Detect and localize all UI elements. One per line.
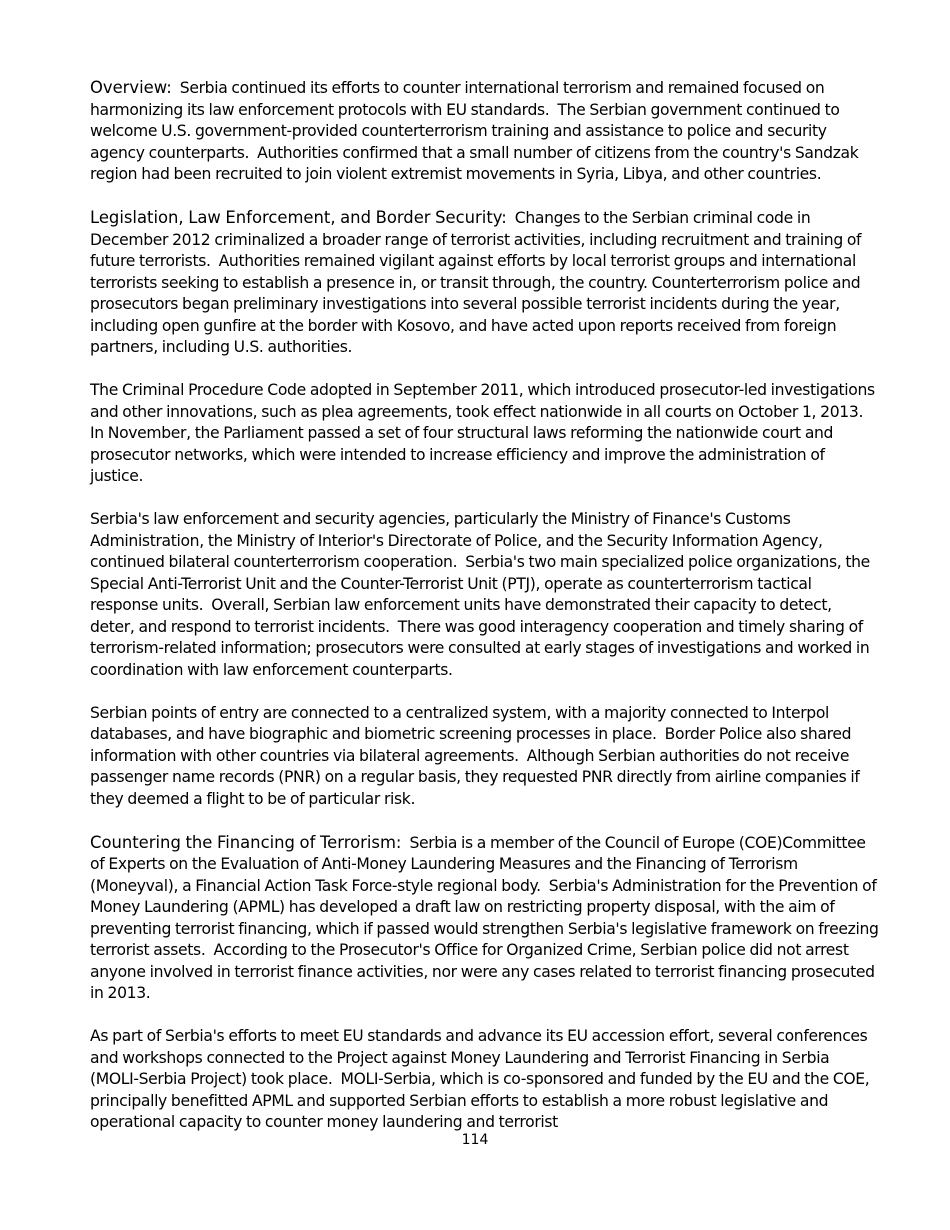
paragraph-eu-standards <box>90 1026 880 1134</box>
section-heading-overview: Overview: <box>90 78 172 97</box>
paragraph-text: As part of Serbia's efforts to meet EU standards and advance its EU accession effort, several conferences and workshops connected to the Project against Money Laundering and Terrorist Financing in Serbia (MOLI-Serbia Project) took place. MOLI-Serbia, which is co-sponsored and funded by the EU and the COE, principally benefitted APML and supported Serbian efforts to establish a more robust legislative and operational capacity to counter money laundering and terrorist <box>90 1027 874 1131</box>
paragraph-text: Changes to the Serbian criminal code in December 2012 criminalized a broader range of terrorist activities, including recruitment and training of future terrorists. Authorities remained vigilant against efforts by local terrorist groups and international terrorists seeking to establish a presence in, or transit through, the country. Counterterrorism police and prosecutors began preliminary investigations into several possible terrorist incidents during the year, including open gunfire at the border with Kosovo, and have acted upon reports received from foreign partners, including U.S. authorities. <box>90 209 866 356</box>
paragraph-criminal-procedure <box>90 380 880 488</box>
paragraph-text: Serbia's law enforcement and security agencies, particularly the Ministry of Finance's Customs Administration, the Ministry of Interior's Directorate of Police, and the Security Information Agency, continued bilateral counterterrorism cooperation. Serbia's two main specialized police organizations, the Special Anti-Terrorist Unit and the Counter-Terrorist Unit (PTJ), operate as counterterrorism tactical response units. Overall, Serbian law enforcement units have demonstrated their capacity to detect, deter, and respond to terrorist incidents. There was good interagency cooperation and timely sharing of terrorism-related information; prosecutors were consulted at early stages of investigations and worked in coordination with law enforcement counterparts. <box>90 510 874 679</box>
paragraph-financing <box>90 832 883 1005</box>
paragraph-law-enforcement-agencies <box>90 509 880 681</box>
section-heading-financing: Countering the Financing of Terrorism: <box>90 832 402 852</box>
document-body <box>90 77 883 1155</box>
paragraph-text: The Criminal Procedure Code adopted in September 2011, which introduced prosecutor-led investigations and other innovations, such as plea agreements, took effect nationwide in all courts on October 1, 2013. In November, the Parliament passed a set of four structural laws reforming the nationwide court and prosecutor networks, which were intended to increase efficiency and improve the administration of justice. <box>90 381 879 485</box>
paragraph-text: Serbian points of entry are connected to a centralized system, with a majority connected to Interpol databases, and have biographic and biometric screening processes in place. Border Police also shared information with other countries via bilateral agreements. Although Serbian authorities do not receive passenger name records (PNR) on a regular basis, they requested PNR directly from airline companies if they deemed a flight to be of particular risk. <box>90 703 864 808</box>
page-number: 114 <box>461 1132 489 1148</box>
paragraph-legislation <box>90 207 880 359</box>
paragraph-text: Serbia is a member of the Council of Europe (COE)Committee of Experts on the Evaluation of Anti-Money Laundering Measures and the Financing of Terrorism (Moneyval), a Financial Action Task Force-style regional body. Serbia's Administration for the Prevention of Money Laundering (APML) has developed a draft law on restricting property disposal, with the aim of preventing terrorist financing, which if passed would strengthen Serbia's legislative framework on freezing terrorist assets. According to the Prosecutor's Office for Organized Crime, Serbian police did not arrest anyone involved in terrorist finance activities, nor were any cases related to terrorist financing prosecuted in 2013. <box>90 833 883 1002</box>
paragraph-points-of-entry <box>90 703 880 811</box>
paragraph-overview <box>90 77 880 186</box>
paragraph-text: Serbia continued its efforts to counter international terrorism and remained focused on harmonizing its law enforcement protocols with EU standards. The Serbian government continued to welcome U.S. government-provided counterterrorism training and assistance to police and security agency counterparts. Authorities confirmed that a small number of citizens from the country's Sandzak region had been recruited to join violent extremist movements in Syria, Libya, and other countries. <box>90 79 863 183</box>
section-heading-legislation: Legislation, Law Enforcement, and Border Security: <box>90 208 507 227</box>
